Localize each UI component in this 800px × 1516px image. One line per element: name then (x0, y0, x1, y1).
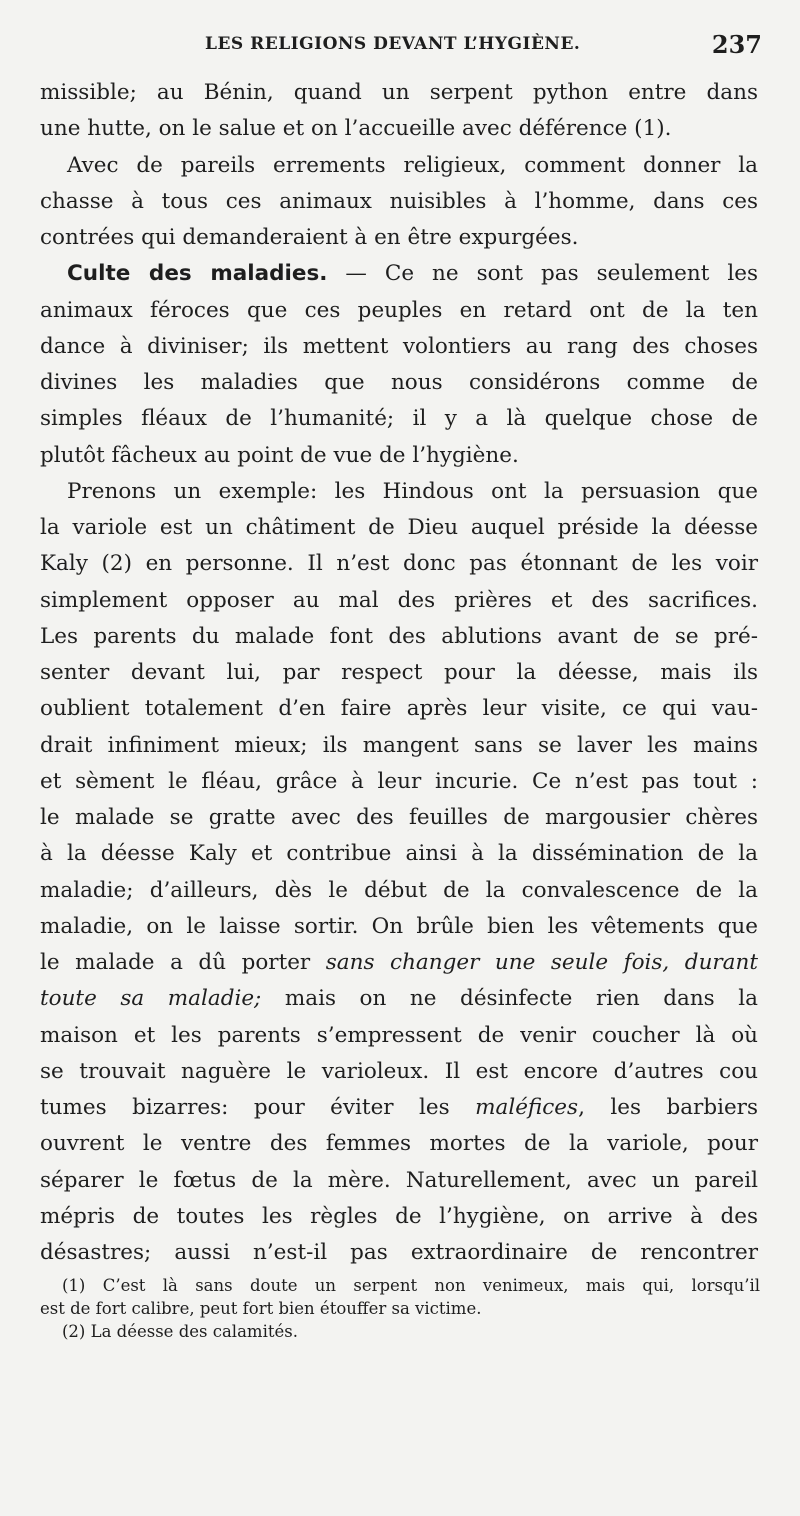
text-line: Avec de pareils errements religieux, comment donner la (67, 152, 758, 178)
text-line: séparer le fœtus de la mère. Naturellement, avec un pareil (40, 1167, 758, 1193)
text-line: Les parents du malade font des ablutions avant de se pré- (40, 623, 758, 649)
text-line: oublient totalement d’en faire après leur visite, ce qui vau- (40, 696, 758, 722)
text-line: chasse à tous ces animaux nuisibles à l’homme, dans ces (40, 188, 758, 214)
text-line: maison et les parents s’empressent de venir coucher là où (40, 1022, 758, 1048)
text-line: missible; au Bénin, quand un serpent python entre dans (40, 80, 758, 105)
text-line: se trouvait naguère le varioleux. Il est encore d’autres cou (40, 1058, 758, 1084)
text-segment: , les barbiers (578, 1095, 758, 1120)
text-line: simples fléaux de l’humanité; il y a là quelque chose de (40, 406, 758, 432)
text-segment: le malade a dû porter (40, 950, 326, 975)
text-line (40, 981, 758, 1017)
text-line: divines les maladies que nous considérons comme de (40, 370, 758, 395)
text-line: simplement opposer au mal des prières et des sacrifices. (40, 587, 758, 613)
text-line: contrées qui demanderaient à en être expurgées. (40, 225, 579, 250)
text-line: la variole est un châtiment de Dieu auquel préside la déesse (40, 515, 758, 540)
text-line: senter devant lui, par respect pour la déesse, mais ils (40, 660, 758, 685)
heading-tail: — Ce ne sont pas seulement les (327, 261, 758, 287)
italic-segment: maléfices (475, 1095, 579, 1120)
text-line: maladie, on le laisse sortir. On brûle bien les vêtements que (40, 913, 758, 939)
page-number: 237 (711, 30, 762, 59)
text-segment: mais on ne désinfecte rien dans la (261, 986, 758, 1012)
footnote-line: (2) La déesse des calamités. (62, 1322, 298, 1341)
footnotes (40, 1274, 760, 1343)
text-line (40, 1090, 758, 1126)
page-header (40, 30, 762, 64)
running-head: LES RELIGIONS DEVANT L’HYGIÈNE. (205, 34, 581, 54)
text-line: Kaly (2) en personne. Il n’est donc pas étonnant de les voir (40, 551, 758, 577)
text-line: le malade se gratte avec des feuilles de margousier chères (40, 805, 758, 830)
text-line: Prenons un exemple: les Hindous ont la persuasion que (67, 478, 758, 504)
text-line: mépris de toutes les règles de l’hygiène, on arrive à des (40, 1203, 758, 1229)
text-line: animaux féroces que ces peuples en retard ont de la ten (40, 297, 758, 323)
text-line: désastres; aussi n’est-il pas extraordinaire de rencontrer (40, 1240, 758, 1265)
text-segment: tumes bizarres: pour éviter les (40, 1095, 476, 1120)
italic-segment: toute sa maladie; (40, 986, 262, 1012)
section-heading: Culte des maladies. (67, 261, 328, 287)
text-line: drait infiniment mieux; ils mangent sans se laver les mains (40, 732, 758, 758)
text-line: une hutte, on le salue et on l’accueille avec déférence (1). (40, 116, 672, 142)
footnote-line: (1) C’est là sans doute un serpent non venimeux, mais qui, lorsqu’il (62, 1276, 760, 1295)
text-line: plutôt fâcheux au point de vue de l’hygiène. (40, 442, 519, 468)
text-line (40, 945, 758, 981)
text-line: dance à diviniser; ils mettent volontiers au rang des choses (40, 333, 758, 359)
text-line: ouvrent le ventre des femmes mortes de la variole, pour (40, 1131, 758, 1157)
text-line: à la déesse Kaly et contribue ainsi à la dissémination de la (40, 841, 758, 867)
footnote-line: est de fort calibre, peut fort bien étouffer sa victime. (40, 1299, 482, 1318)
body-text (40, 75, 758, 1271)
section-heading-line (40, 256, 758, 292)
italic-segment: sans changer une seule fois, durant (325, 950, 758, 975)
text-line: maladie; d’ailleurs, dès le début de la convalescence de la (40, 877, 758, 903)
text-line: et sèment le fléau, grâce à leur incurie. Ce n’est pas tout : (40, 768, 758, 794)
